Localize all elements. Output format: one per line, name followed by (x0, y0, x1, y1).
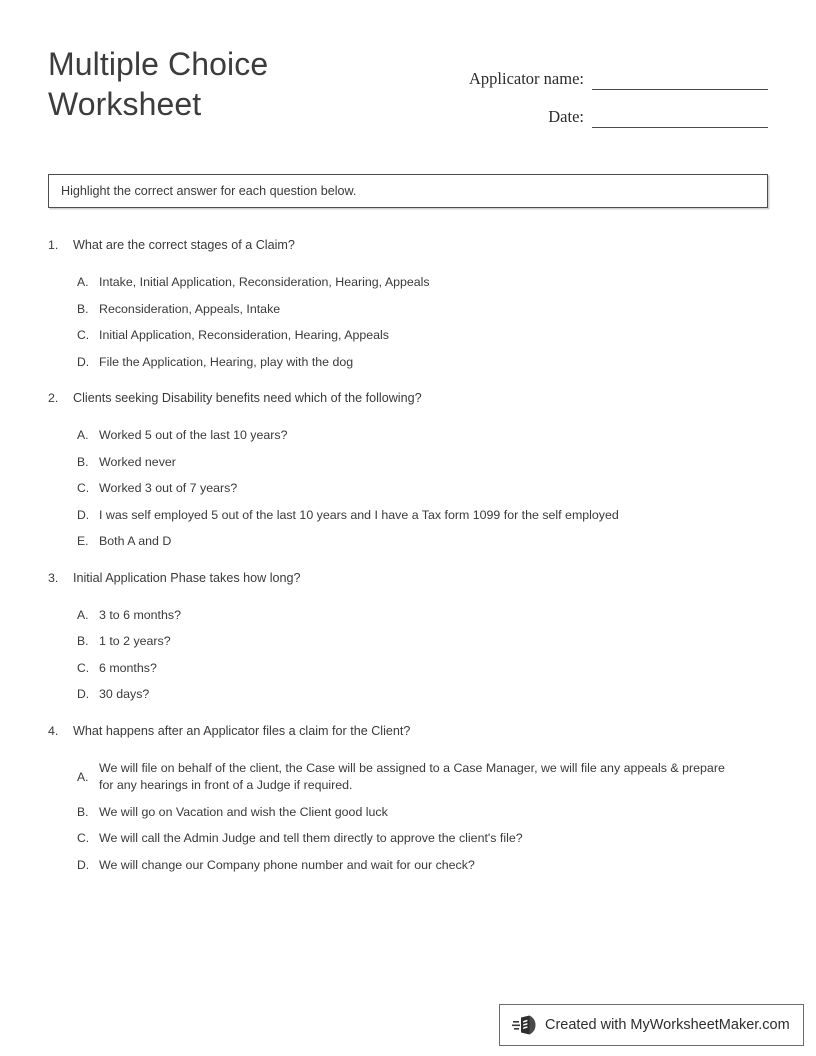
option-text: We will file on behalf of the client, the Case will be assigned to a Case Manager, we will file any appeals & prepare for any hearings in front of a Judge if required. (99, 760, 725, 792)
option-text: 1 to 2 years? (99, 634, 171, 648)
option-letter: D. (77, 857, 90, 872)
myworksheetmaker-logo-icon (512, 1013, 538, 1037)
option-row[interactable] (77, 830, 768, 848)
option-letter: B. (77, 454, 89, 469)
instruction-box (48, 174, 768, 208)
worksheet-header (48, 44, 768, 144)
option-letter: B. (77, 301, 89, 316)
page-title: Multiple Choice Worksheet (48, 46, 269, 122)
question-block (48, 722, 768, 875)
options-list (48, 274, 768, 371)
option-row[interactable] (77, 327, 768, 345)
option-letter: D. (77, 687, 90, 702)
option-text: Worked 5 out of the last 10 years? (99, 428, 288, 442)
option-row[interactable] (77, 301, 768, 319)
option-letter: B. (77, 634, 89, 649)
option-row[interactable] (77, 660, 768, 678)
question-number: 4. (48, 723, 59, 738)
question-text: Initial Application Phase takes how long? (73, 570, 301, 585)
option-text: I was self employed 5 out of the last 10 years and I have a Tax form 1099 for the self employed (99, 507, 619, 522)
question-row (48, 236, 768, 254)
question-number: 2. (48, 391, 59, 405)
option-row[interactable] (77, 533, 768, 551)
option-text: Initial Application, Reconsideration, Hearing, Appeals (99, 328, 389, 342)
option-text: File the Application, Hearing, play with the dog (99, 354, 354, 369)
option-row[interactable] (77, 454, 768, 472)
option-letter: C. (77, 831, 90, 846)
option-letter: D. (77, 354, 90, 369)
option-letter: B. (77, 804, 89, 819)
question-number: 3. (48, 570, 59, 585)
option-row[interactable] (77, 633, 768, 651)
option-letter: A. (77, 607, 89, 622)
option-letter: D. (77, 507, 90, 522)
date-input[interactable] (592, 109, 768, 128)
question-row (48, 389, 768, 407)
option-text: We will change our Company phone number and wait for our check? (99, 857, 475, 872)
option-text: Both A and D (99, 534, 172, 548)
option-text: Intake, Initial Application, Reconsideration, Hearing, Appeals (99, 275, 430, 289)
option-letter: E. (77, 534, 89, 549)
option-letter: A. (77, 769, 89, 784)
question-text: Clients seeking Disability benefits need which of the following? (73, 391, 422, 405)
option-letter: A. (77, 428, 89, 443)
option-letter: C. (77, 481, 90, 496)
option-text: Worked never (99, 454, 176, 469)
option-letter: C. (77, 660, 90, 675)
option-text: We will call the Admin Judge and tell them directly to approve the client's file? (99, 831, 523, 845)
question-text: What are the correct stages of a Claim? (73, 238, 295, 252)
option-row[interactable] (77, 686, 768, 704)
meta-fields (438, 52, 768, 128)
date-label: Date: (548, 107, 584, 126)
option-text: 3 to 6 months? (99, 607, 181, 622)
option-text: 6 months? (99, 660, 157, 675)
question-block (48, 236, 768, 371)
question-block (48, 389, 768, 551)
option-text: Worked 3 out of 7 years? (99, 481, 238, 495)
option-text: Reconsideration, Appeals, Intake (99, 301, 281, 316)
applicator-name-field-row (438, 52, 768, 90)
option-row[interactable] (77, 804, 768, 822)
option-text: 30 days? (99, 687, 150, 701)
question-row (48, 722, 768, 740)
option-row[interactable] (77, 760, 768, 795)
instruction-text: Highlight the correct answer for each question below. (61, 184, 357, 198)
options-list (48, 607, 768, 704)
applicator-name-input[interactable] (592, 71, 768, 90)
option-letter: C. (77, 328, 90, 343)
options-list (48, 760, 768, 875)
created-with-label: Created with MyWorksheetMaker.com (545, 1017, 790, 1033)
option-row[interactable] (77, 427, 768, 445)
option-row[interactable] (77, 480, 768, 498)
question-text: What happens after an Applicator files a claim for the Client? (73, 723, 411, 738)
question-block (48, 569, 768, 704)
created-with-badge[interactable] (499, 1004, 804, 1046)
option-text: We will go on Vacation and wish the Client good luck (99, 804, 388, 819)
options-list (48, 427, 768, 551)
date-field-row (438, 90, 768, 128)
question-number: 1. (48, 238, 59, 252)
questions-list (48, 236, 768, 892)
option-row[interactable] (77, 274, 768, 292)
option-row[interactable] (77, 354, 768, 372)
option-letter: A. (77, 275, 89, 290)
applicator-name-label: Applicator name: (468, 69, 584, 88)
option-row[interactable] (77, 857, 768, 875)
option-row[interactable] (77, 507, 768, 525)
question-row (48, 569, 768, 587)
option-row[interactable] (77, 607, 768, 625)
